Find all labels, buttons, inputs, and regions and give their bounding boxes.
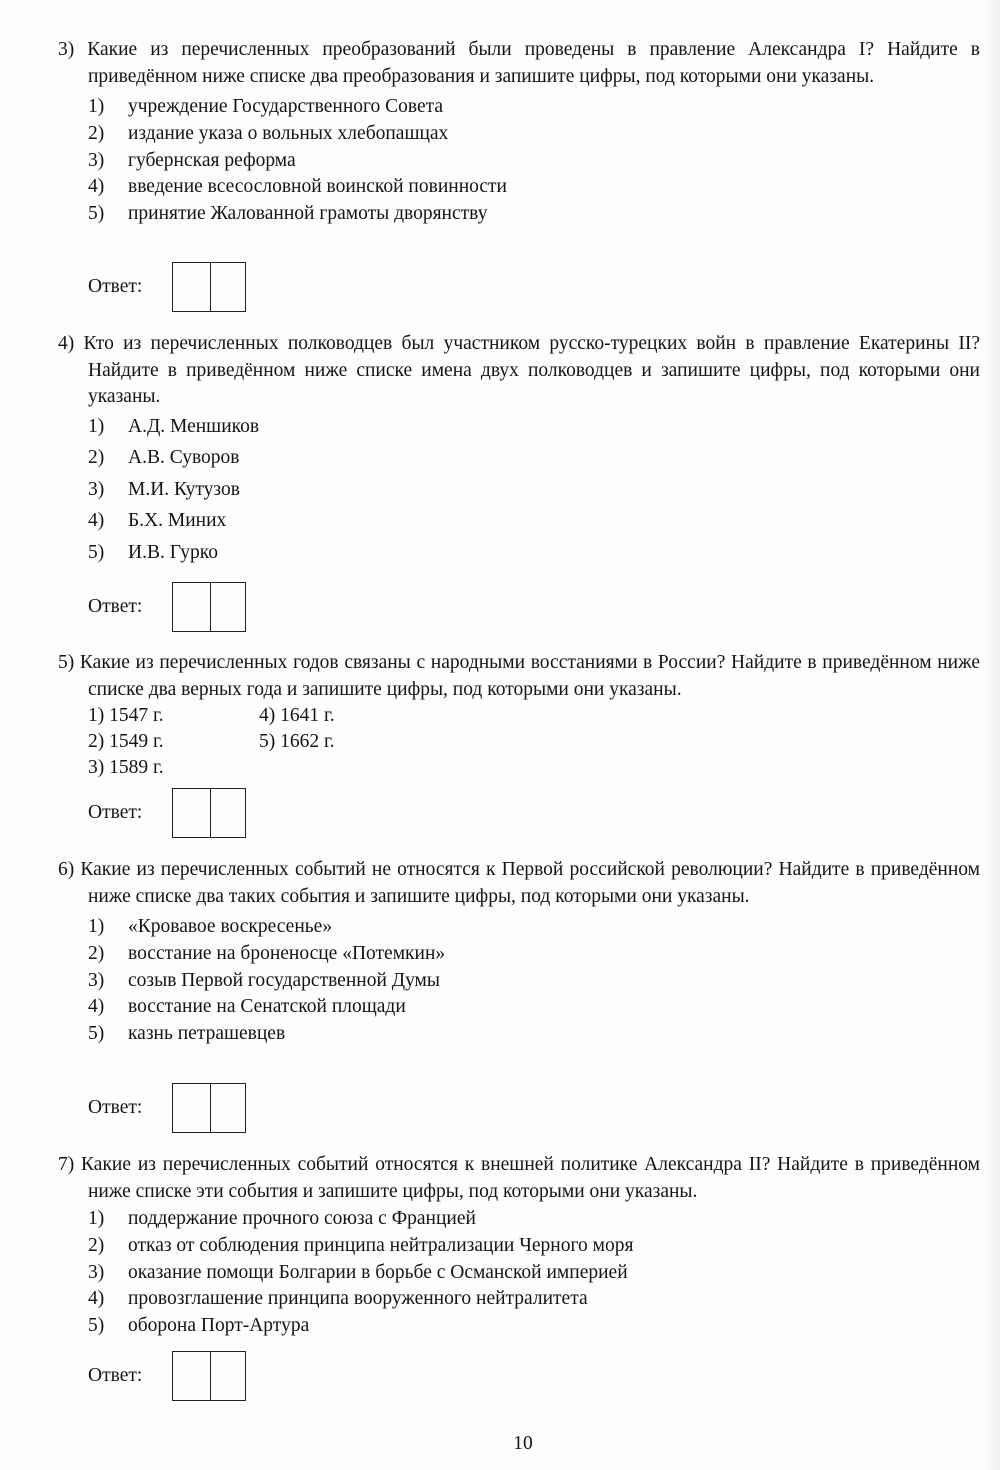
answer-label: Ответ: xyxy=(88,276,143,297)
question-6 xyxy=(58,857,980,1048)
list-item: 5) И.В. Гурко xyxy=(88,541,218,563)
question-3 xyxy=(58,37,980,228)
option-grid xyxy=(58,705,980,785)
question-text: 3) Какие из перечисленных преобразований были проведены в правление Александра I? Найдите в приведённом ниже списке два преобразования и запишите цифры, под которыми они указаны. xyxy=(58,39,980,87)
answer-cell-2[interactable] xyxy=(208,789,245,837)
answer-row xyxy=(88,262,288,312)
list-item: 1) поддержание прочного союза с Францией xyxy=(88,1208,476,1229)
list-item: 1) учреждение Государственного Совета xyxy=(88,96,444,117)
question-4 xyxy=(58,331,980,568)
option-list xyxy=(58,94,980,228)
question-text: 4) Кто из перечисленных полководцев был участником русско-турецких войн в правление Екатерины II? Найдите в приведённом ниже списке имена двух полководцев и запишите цифры, под которыми они указаны. xyxy=(58,333,980,407)
answer-box xyxy=(172,262,246,312)
question-text: 6) Какие из перечисленных событий не относятся к Первой российской революции? Найдите в приведённом ниже списке два таких события и запишите цифры, под которыми они указаны. xyxy=(58,859,980,907)
list-item: 2) восстание на броненосце «Потемкин» xyxy=(88,942,446,964)
list-item: 4) введение всесословной воинской повинности xyxy=(88,176,507,198)
page-number: 10 xyxy=(513,1433,533,1454)
list-item: 3) оказание помощи Болгарии в борьбе с Османской империей xyxy=(88,1261,628,1283)
answer-box xyxy=(172,582,246,632)
list-item: 1) А.Д. Меншиков xyxy=(88,415,260,437)
list-item: 5) оборона Порт-Артура xyxy=(88,1315,310,1337)
answer-cell-1[interactable] xyxy=(173,789,211,837)
option-list xyxy=(58,914,980,1048)
answer-label: Ответ: xyxy=(88,1365,143,1386)
answer-cell-2[interactable] xyxy=(208,263,245,311)
list-item: 2) 1549 г. xyxy=(88,731,164,752)
answer-cell-1[interactable] xyxy=(173,1352,211,1400)
list-item: 5) 1662 г. xyxy=(259,731,335,752)
option-list xyxy=(58,1206,980,1340)
list-item: 2) А.В. Суворов xyxy=(88,447,240,468)
answer-box xyxy=(172,1083,246,1133)
answer-cell-2[interactable] xyxy=(208,583,245,631)
answer-label: Ответ: xyxy=(88,596,143,617)
list-item: 1) «Кровавое воскресенье» xyxy=(88,916,333,937)
list-item: 4) провозглашение принципа вооруженного нейтралитета xyxy=(88,1288,588,1310)
answer-box xyxy=(172,1351,246,1401)
answer-row xyxy=(88,582,288,632)
question-text: 7) Какие из перечисленных событий относятся к внешней политике Александра II? Найдите в приведённом ниже списке эти события и запишите цифры, под которыми они указаны. xyxy=(58,1154,980,1202)
list-item: 1) 1547 г. xyxy=(88,705,164,726)
list-item: 3) губернская реформа xyxy=(88,149,296,171)
list-item: 5) принятие Жалованной грамоты дворянству xyxy=(88,203,488,225)
answer-cell-1[interactable] xyxy=(173,263,211,311)
answer-cell-2[interactable] xyxy=(208,1352,245,1400)
answer-box xyxy=(172,788,246,838)
answer-row xyxy=(88,788,288,838)
answer-cell-1[interactable] xyxy=(173,1084,211,1132)
list-item: 4) восстание на Сенатской площади xyxy=(88,996,406,1018)
list-item: 4) 1641 г. xyxy=(259,705,335,726)
list-item: 2) отказ от соблюдения принципа нейтрализации Черного моря xyxy=(88,1234,634,1256)
answer-row xyxy=(88,1351,288,1401)
page-edge-shadow xyxy=(986,0,1000,1470)
list-item: 4) Б.Х. Миних xyxy=(88,510,227,531)
answer-cell-1[interactable] xyxy=(173,583,211,631)
answer-row xyxy=(88,1083,288,1133)
question-7 xyxy=(58,1152,980,1340)
answer-label: Ответ: xyxy=(88,802,143,823)
question-text: 5) Какие из перечисленных годов связаны с народными восстаниями в России? Найдите в приведённом ниже списке два верных года и запишите цифры, под которыми они указаны. xyxy=(58,652,980,700)
list-item: 3) созыв Первой государственной Думы xyxy=(88,969,440,991)
question-5 xyxy=(58,650,980,785)
list-item: 3) М.И. Кутузов xyxy=(88,478,240,500)
list-item: 5) казнь петрашевцев xyxy=(88,1023,286,1045)
option-list xyxy=(58,411,980,569)
list-item: 3) 1589 г. xyxy=(88,757,164,778)
answer-cell-2[interactable] xyxy=(208,1084,245,1132)
answer-label: Ответ: xyxy=(88,1097,143,1118)
list-item: 2) издание указа о вольных хлебопашцах xyxy=(88,122,449,144)
